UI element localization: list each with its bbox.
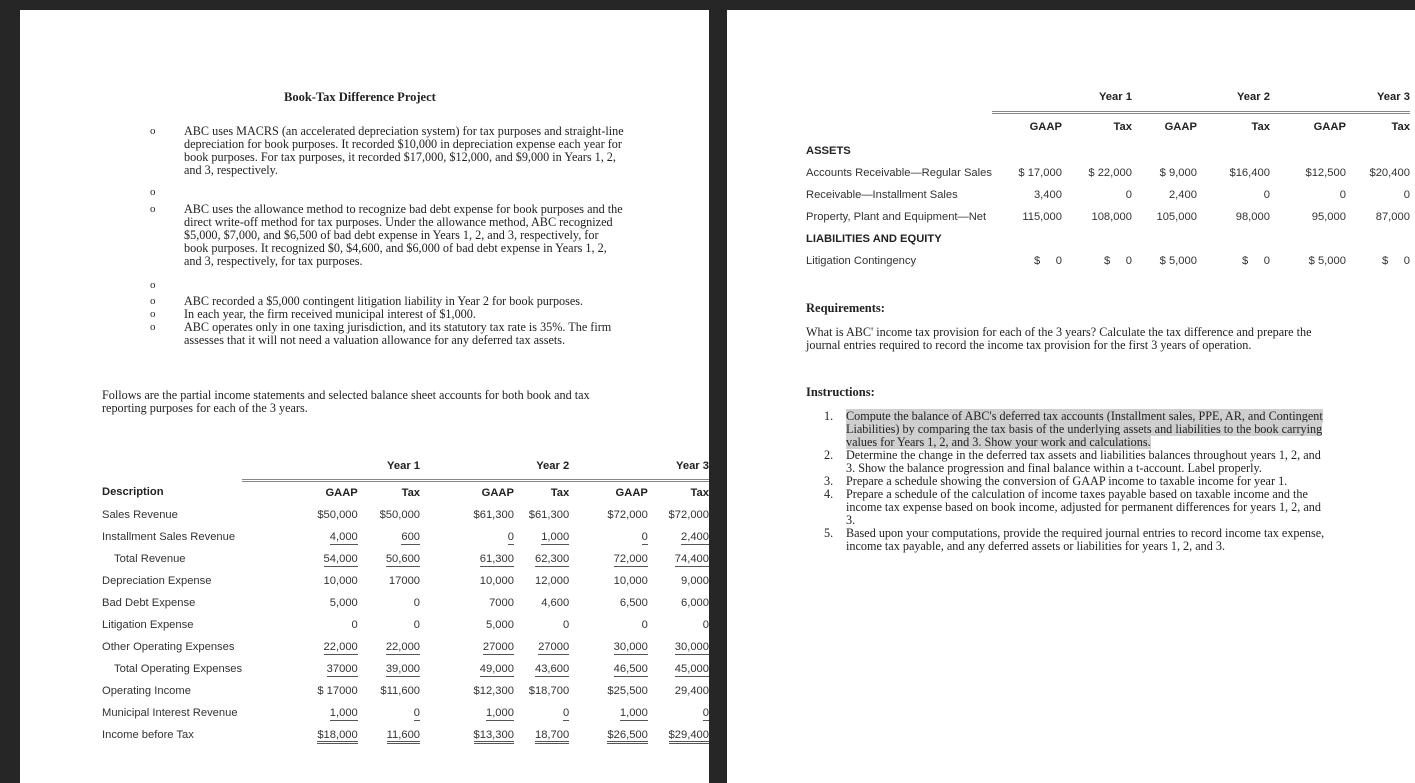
- table-cell: [1270, 206, 1346, 228]
- instruction-number: 1.: [824, 409, 834, 423]
- cell-value: 4,000: [329, 530, 358, 543]
- cell-value: $ 17000: [317, 684, 358, 697]
- cell-value: 105,000: [1156, 211, 1197, 223]
- table-cell: [648, 548, 709, 570]
- description-header: [806, 112, 992, 140]
- spacer-cell: [806, 84, 992, 112]
- table-row: [806, 250, 1410, 272]
- cell-value: 600: [401, 530, 421, 543]
- instruction-text: Determine the change in the deferred tax assets and liabilities balances throughout years 1, 2, and 3. Show the balance progression and final balance within a t-account. Label properly.: [846, 448, 1321, 475]
- table-cell: [358, 702, 420, 724]
- bullet-icon: o: [150, 308, 156, 320]
- table-cell: [648, 614, 709, 636]
- row-label: ASSETS: [806, 145, 851, 157]
- row-label: Operating Income: [102, 684, 191, 697]
- cell-value: 6,500: [619, 596, 648, 609]
- row-label: Total Operating Expenses: [114, 662, 243, 675]
- table-cell: [648, 702, 709, 724]
- table-cell: [420, 702, 514, 724]
- page-title: Book-Tax Difference Project: [284, 90, 436, 104]
- row-label: Sales Revenue: [102, 508, 178, 521]
- table-row: [102, 570, 709, 592]
- table-cell: [648, 680, 709, 702]
- table-cell: [514, 614, 569, 636]
- table-cell: [514, 504, 569, 526]
- cell-value: $ 0: [1381, 255, 1410, 267]
- cell-value: 0: [413, 618, 421, 631]
- table-row: [806, 206, 1410, 228]
- column-header: Tax: [690, 486, 709, 499]
- empty-cell: [992, 228, 1062, 250]
- empty-cell: [1270, 140, 1346, 162]
- table-cell: [420, 504, 514, 526]
- cell-value: 95,000: [1311, 211, 1346, 223]
- table-cell: [648, 592, 709, 614]
- cell-value: $50,000: [317, 508, 358, 521]
- table-cell: [358, 636, 420, 658]
- bullet-icon: o: [150, 186, 156, 198]
- table-row: [806, 228, 1410, 250]
- empty-cell: [1132, 140, 1197, 162]
- table-cell: [1346, 206, 1410, 228]
- table-row: [102, 614, 709, 636]
- cell-value: 0: [1125, 189, 1132, 201]
- instructions-list: [824, 410, 1329, 553]
- year-header: Year 3: [569, 454, 709, 480]
- table-cell: [569, 724, 648, 746]
- table-cell: [420, 680, 514, 702]
- cell-value: $61,300: [528, 508, 570, 521]
- table-cell: [569, 614, 648, 636]
- table-cell: [569, 592, 648, 614]
- cell-value: 0: [1263, 189, 1270, 201]
- table-cell: [1346, 184, 1410, 206]
- table-cell: [420, 570, 514, 592]
- instruction-number: 4.: [824, 487, 834, 501]
- table-cell: [1270, 162, 1346, 184]
- cell-value: 37000: [326, 662, 358, 675]
- cell-value: 0: [562, 618, 570, 631]
- cell-value: 0: [507, 530, 514, 543]
- table-cell: [569, 570, 648, 592]
- cell-value: 62,300: [534, 552, 570, 565]
- table-cell: [420, 592, 514, 614]
- table-cell: [358, 614, 420, 636]
- table-row: [102, 592, 709, 614]
- table-cell: [358, 526, 420, 548]
- table-row: [102, 548, 709, 570]
- document-page-left: [20, 10, 709, 783]
- table-cell: [648, 658, 709, 680]
- instruction-item: [824, 410, 1329, 449]
- year-header: Year 1: [992, 84, 1132, 112]
- cell-value: 1,000: [541, 530, 570, 543]
- empty-cell: [992, 140, 1062, 162]
- row-label: Property, Plant and Equipment—Net: [806, 211, 987, 223]
- table-cell: [420, 658, 514, 680]
- requirements-heading: Requirements:: [806, 301, 885, 315]
- table-cell: [242, 526, 358, 548]
- cell-value: 22,000: [385, 640, 421, 653]
- cell-value: 29,400: [674, 684, 709, 697]
- table-cell: [648, 504, 709, 526]
- table-cell: [648, 526, 709, 548]
- table-cell: [992, 184, 1062, 206]
- table-cell: [242, 702, 358, 724]
- instruction-item: [824, 527, 1329, 553]
- row-label: Litigation Contingency: [806, 255, 917, 267]
- instruction-number: 2.: [824, 448, 834, 462]
- cell-value: $11,600: [380, 684, 421, 697]
- row-label: Other Operating Expenses: [102, 640, 235, 653]
- balance-sheet-table: [806, 84, 1410, 272]
- column-header: GAAP: [1029, 120, 1062, 133]
- row-label: Accounts Receivable—Regular Sales: [806, 167, 992, 179]
- table-cell: [1197, 162, 1270, 184]
- cell-value: 0: [641, 618, 648, 631]
- cell-value: 2,400: [1168, 189, 1197, 201]
- cell-value: $26,500: [607, 729, 647, 744]
- table-cell: [569, 702, 648, 724]
- cell-value: 4,600: [541, 596, 570, 609]
- bullet-icon: o: [150, 125, 156, 137]
- cell-value: 108,000: [1091, 211, 1132, 223]
- cell-value: 7000: [489, 596, 514, 609]
- table-cell: [358, 680, 420, 702]
- cell-value: 0: [702, 618, 709, 631]
- table-row: [102, 680, 709, 702]
- cell-value: 115,000: [1022, 211, 1062, 223]
- empty-cell: [1197, 228, 1270, 250]
- cell-value: $13,300: [474, 729, 514, 744]
- table-cell: [1132, 206, 1197, 228]
- instruction-number: 5.: [824, 526, 834, 540]
- cell-value: 0: [702, 706, 709, 719]
- table-cell: [569, 680, 648, 702]
- cell-value: $ 22,000: [1088, 167, 1132, 179]
- table-row: [102, 658, 709, 680]
- cell-value: 98,000: [1235, 211, 1270, 223]
- column-header: Tax: [550, 486, 570, 499]
- cell-value: $18,000: [317, 729, 357, 744]
- table-cell: [1197, 206, 1270, 228]
- table-cell: [1346, 250, 1410, 272]
- year-header: Year 3: [1270, 84, 1410, 112]
- row-label: Income before Tax: [102, 728, 194, 741]
- column-header: GAAP: [1313, 120, 1346, 133]
- column-header: GAAP: [615, 486, 648, 499]
- row-label: Litigation Expense: [102, 618, 194, 631]
- cell-value: 0: [1339, 189, 1346, 201]
- instructions-heading: Instructions:: [806, 385, 875, 399]
- list-item-text: ABC uses MACRS (an accelerated depreciation system) for tax purposes and straight-line depreciation for book purposes. It recorded $10,000 in depreciation expense each year for book purposes. For tax purposes, it recorded $17,000, $12,000, and $9,000 in Years 1, 2, and 3, respectively.: [184, 124, 624, 177]
- table-cell: [358, 548, 420, 570]
- cell-value: $ 5,000: [1308, 255, 1346, 267]
- table-cell: [1270, 184, 1346, 206]
- bullet-icon: o: [150, 321, 156, 333]
- cell-value: $12,500: [1305, 167, 1346, 179]
- cell-value: 54,000: [323, 552, 358, 565]
- cell-value: 0: [1403, 189, 1410, 201]
- cell-value: 0: [413, 706, 421, 719]
- table-cell: [242, 636, 358, 658]
- column-header: Tax: [1113, 120, 1132, 133]
- column-header: Tax: [1251, 120, 1270, 133]
- cell-value: 0: [562, 706, 570, 719]
- table-cell: [514, 724, 569, 746]
- cell-value: $16,400: [1229, 167, 1270, 179]
- table-cell: [514, 570, 569, 592]
- row-label: Receivable—Installment Sales: [806, 189, 958, 201]
- table-row: [806, 162, 1410, 184]
- empty-cell: [1346, 140, 1410, 162]
- table-cell: [242, 724, 358, 746]
- table-row: [102, 526, 709, 548]
- requirements-text: What is ABC' income tax provision for each of the 3 years? Calculate the tax difference and prepare the journal entries required to record the income tax provision for the first 3 years of operation.: [806, 325, 1312, 352]
- instruction-item: [824, 449, 1329, 475]
- cell-value: $ 5,000: [1159, 255, 1197, 267]
- table-cell: [1197, 184, 1270, 206]
- row-label: Depreciation Expense: [102, 574, 212, 587]
- empty-cell: [1062, 228, 1132, 250]
- cell-value: 2,400: [681, 530, 709, 543]
- cell-value: 5,000: [329, 596, 358, 609]
- table-cell: [514, 680, 569, 702]
- table-cell: [242, 592, 358, 614]
- empty-cell: [1197, 140, 1270, 162]
- column-header: Tax: [1391, 120, 1410, 133]
- table-cell: [992, 206, 1062, 228]
- table-cell: [1132, 162, 1197, 184]
- table-cell: [358, 592, 420, 614]
- table-cell: [992, 162, 1062, 184]
- cell-value: 1,000: [485, 706, 514, 719]
- cell-value: $61,300: [473, 508, 514, 521]
- cell-value: 30,000: [674, 640, 709, 653]
- column-header: GAAP: [1164, 120, 1197, 133]
- cell-value: $20,400: [1369, 167, 1410, 179]
- instruction-text: Prepare a schedule showing the conversion of GAAP income to taxable income for year 1.: [846, 474, 1288, 488]
- cell-value: 74,400: [674, 552, 709, 565]
- spacer-cell: [102, 454, 242, 480]
- cell-value: $ 0: [1033, 255, 1062, 267]
- cell-value: 30,000: [613, 640, 648, 653]
- table-cell: [242, 504, 358, 526]
- list-item-text: ABC operates only in one taxing jurisdiction, and its statutory tax rate is 35%. The firm assesses that it will not need a valuation allowance for any deferred tax assets.: [184, 320, 612, 347]
- table-cell: [1062, 206, 1132, 228]
- table-cell: [420, 724, 514, 746]
- table-cell: [242, 570, 358, 592]
- document-page-right: [727, 10, 1415, 783]
- table-row: [102, 636, 709, 658]
- cell-value: 12,000: [534, 574, 570, 587]
- row-label: Bad Debt Expense: [102, 596, 196, 609]
- cell-value: $ 0: [1103, 255, 1132, 267]
- table-cell: [648, 570, 709, 592]
- table-cell: [242, 658, 358, 680]
- table-cell: [992, 250, 1062, 272]
- cell-value: 22,000: [323, 640, 358, 653]
- cell-value: 1,000: [329, 706, 358, 719]
- cell-value: 11,600: [387, 729, 420, 744]
- row-label: LIABILITIES AND EQUITY: [806, 233, 942, 245]
- cell-value: $18,700: [528, 684, 570, 697]
- table-cell: [514, 548, 569, 570]
- table-cell: [569, 504, 648, 526]
- bullet-icon: o: [150, 279, 156, 291]
- table-cell: [514, 636, 569, 658]
- cell-value: 0: [641, 530, 648, 543]
- table-row: [102, 724, 709, 746]
- table-cell: [569, 636, 648, 658]
- bullet-icon: o: [150, 203, 156, 215]
- cell-value: $12,300: [473, 684, 514, 697]
- table-cell: [569, 526, 648, 548]
- table-cell: [420, 548, 514, 570]
- cell-value: 27000: [482, 640, 514, 653]
- table-cell: [1062, 184, 1132, 206]
- column-header: GAAP: [325, 486, 358, 499]
- table-cell: [569, 548, 648, 570]
- table-cell: [514, 658, 569, 680]
- cell-value: $ 17,000: [1018, 167, 1062, 179]
- table-cell: [648, 724, 709, 746]
- year-header: Year 2: [1132, 84, 1270, 112]
- table-cell: [242, 680, 358, 702]
- income-statement-table: [102, 454, 709, 746]
- instruction-number: 3.: [824, 474, 834, 488]
- list-item-text: In each year, the firm received municipal interest of $1,000.: [184, 307, 476, 321]
- table-cell: [514, 592, 569, 614]
- cell-value: 10,000: [613, 574, 648, 587]
- table-cell: [358, 504, 420, 526]
- table-cell: [358, 724, 420, 746]
- cell-value: 1,000: [619, 706, 648, 719]
- cell-value: 43,600: [534, 662, 570, 675]
- table-cell: [1132, 250, 1197, 272]
- cell-value: $72,000: [668, 508, 709, 521]
- cell-value: $ 0: [1241, 255, 1270, 267]
- table-cell: [648, 636, 709, 658]
- cell-value: $72,000: [607, 508, 648, 521]
- empty-cell: [1132, 228, 1197, 250]
- cell-value: 45,000: [674, 662, 709, 675]
- cell-value: 0: [351, 618, 358, 631]
- cell-value: 50,600: [385, 552, 421, 565]
- cell-value: 46,500: [613, 662, 648, 675]
- cell-value: 49,000: [479, 662, 514, 675]
- instruction-text: Based upon your computations, provide the required journal entries to record income tax expense, income tax payable, and any deferred assets or liabilities for years 1, 2, and 3.: [846, 526, 1325, 553]
- cell-value: 27000: [538, 640, 570, 653]
- bullet-icon: o: [150, 295, 156, 307]
- table-cell: [358, 658, 420, 680]
- cell-value: 18,700: [535, 729, 569, 744]
- row-label: Municipal Interest Revenue: [102, 706, 238, 719]
- cell-value: 10,000: [323, 574, 358, 587]
- table-cell: [242, 548, 358, 570]
- table-row: [806, 140, 1410, 162]
- cell-value: 3,400: [1033, 189, 1062, 201]
- table-cell: [1062, 162, 1132, 184]
- cell-value: 61,300: [479, 552, 514, 565]
- cell-value: $29,400: [669, 729, 709, 744]
- list-item-text: ABC recorded a $5,000 contingent litigation liability in Year 2 for book purposes.: [184, 294, 584, 308]
- table-row: [102, 504, 709, 526]
- column-header: Tax: [401, 486, 421, 499]
- year-header: Year 1: [242, 454, 420, 480]
- table-cell: [1197, 250, 1270, 272]
- table-cell: [420, 614, 514, 636]
- table-cell: [358, 570, 420, 592]
- instruction-item: [824, 488, 1329, 527]
- cell-value: 0: [413, 596, 421, 609]
- table-cell: [1132, 184, 1197, 206]
- empty-cell: [1062, 140, 1132, 162]
- empty-cell: [1346, 228, 1410, 250]
- table-row: [102, 702, 709, 724]
- cell-value: 9,000: [681, 574, 709, 587]
- table-row: [806, 184, 1410, 206]
- cell-value: 39,000: [385, 662, 421, 675]
- table-cell: [420, 636, 514, 658]
- description-header: Description: [102, 485, 164, 498]
- table-cell: [420, 526, 514, 548]
- table-cell: [514, 702, 569, 724]
- empty-cell: [1270, 228, 1346, 250]
- table-cell: [514, 526, 569, 548]
- cell-value: 72,000: [613, 552, 648, 565]
- cell-value: 87,000: [1375, 211, 1410, 223]
- instruction-text: Compute the balance of ABC's deferred tax accounts (Installment sales, PPE, AR, and Contingent Liabilities) by comparing the tax basis of the underlying assets and liabilities to the book carrying values for Years 1, 2, and 3. Show your work and calculations.: [846, 409, 1323, 449]
- row-label: Total Revenue: [114, 552, 186, 565]
- table-cell: [569, 658, 648, 680]
- list-item-text: ABC uses the allowance method to recognize bad debt expense for book purposes and the direct write-off method for tax purposes. Under the allowance method, ABC recognized $5,000, $7,000, and $6,500 of bad debt expense in Years 1, 2, and 3, respectively, for book purposes. It recognized $0, $4,600, and $6,000 of bad debt expense in Years 1, 2, and 3, respectively, for tax purposes.: [184, 202, 623, 268]
- cell-value: 5,000: [485, 618, 514, 631]
- cell-value: $25,500: [607, 684, 648, 697]
- table-cell: [1270, 250, 1346, 272]
- cell-value: 17000: [388, 574, 421, 587]
- instruction-text: Prepare a schedule of the calculation of income taxes payable based on taxable income and the income tax expense based on book income, adjusted for permanent differences for years 1, 2, and 3.: [846, 487, 1321, 527]
- cell-value: $50,000: [379, 508, 421, 521]
- table-cell: [1062, 250, 1132, 272]
- column-header: GAAP: [481, 486, 514, 499]
- year-header: Year 2: [420, 454, 569, 480]
- table-cell: [242, 614, 358, 636]
- intro-paragraph: Follows are the partial income statements and selected balance sheet accounts for both book and tax reporting purposes for each of the 3 years.: [102, 388, 590, 415]
- cell-value: $ 9,000: [1159, 167, 1197, 179]
- cell-value: 6,000: [681, 596, 709, 609]
- cell-value: 10,000: [479, 574, 514, 587]
- table-cell: [1346, 162, 1410, 184]
- row-label: Installment Sales Revenue: [102, 530, 236, 543]
